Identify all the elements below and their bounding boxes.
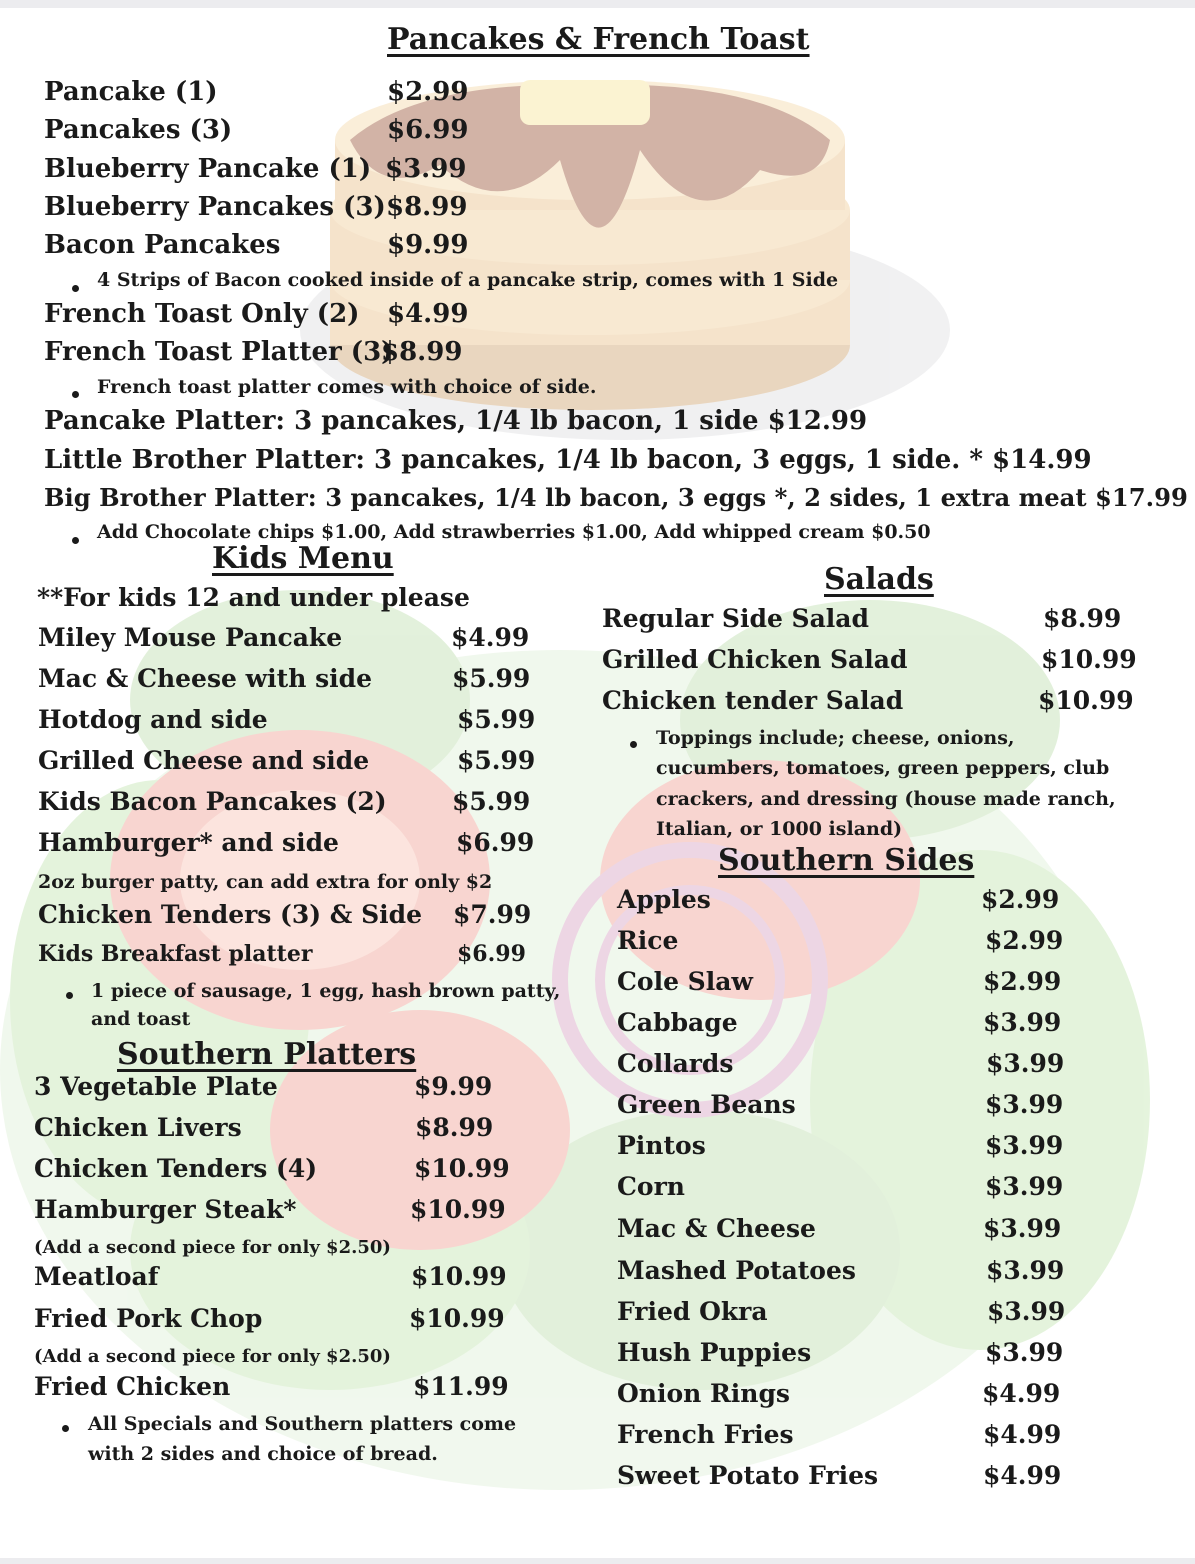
side-item-price: $3.99 [986, 1049, 1065, 1078]
side-item-name: Apples [617, 885, 711, 914]
platter-item-name: Chicken Tenders (4) [34, 1154, 318, 1183]
platter-item-name: Fried Chicken [34, 1372, 231, 1401]
platter-item-price: $10.99 [409, 1304, 505, 1333]
platter-item-price: $10.99 [411, 1262, 507, 1291]
pancake-item-price: $9.99 [387, 230, 469, 260]
bullet-icon [72, 391, 79, 398]
salad-toppings-note-cont: Italian, or 1000 island) [656, 818, 903, 840]
pancake-item-name: Pancake (1) [44, 77, 218, 107]
side-item-price: $4.99 [982, 1379, 1061, 1408]
side-item-price: $4.99 [983, 1461, 1062, 1490]
side-item-name: Onion Rings [617, 1379, 791, 1408]
kids-breakfast-note: 1 piece of sausage, 1 egg, hash brown patty, [91, 980, 561, 1002]
side-item-price: $3.99 [983, 1214, 1062, 1243]
side-item-name: Mashed Potatoes [617, 1256, 856, 1285]
second-piece-note: (Add a second piece for only $2.50) [34, 1237, 391, 1258]
side-item-price: $3.99 [985, 1172, 1064, 1201]
side-item-name: Rice [617, 926, 679, 955]
platter-item-price: $8.99 [415, 1113, 494, 1142]
side-item-name: Cole Slaw [617, 967, 753, 996]
salad-item-price: $10.99 [1038, 686, 1134, 715]
pancake-item-price: $2.99 [387, 77, 469, 107]
pancake-item-name: Blueberry Pancake (1) [44, 154, 372, 184]
side-item-price: $2.99 [983, 967, 1062, 996]
kids-item-price: $7.99 [453, 900, 532, 929]
side-item-price: $3.99 [983, 1008, 1062, 1037]
side-item-price: $3.99 [985, 1090, 1064, 1119]
kids-item-price: $5.99 [452, 664, 531, 693]
kids-item-price: $6.99 [456, 828, 535, 857]
side-item-name: Green Beans [617, 1090, 796, 1119]
kids-item-name: Miley Mouse Pancake [38, 623, 343, 652]
platter-item-name: Fried Pork Chop [34, 1304, 263, 1333]
side-item-price: $3.99 [985, 1338, 1064, 1367]
kids-item-price: $6.99 [457, 941, 526, 967]
side-item-name: Mac & Cheese [617, 1214, 816, 1243]
kids-item-name: Grilled Cheese and side [38, 746, 370, 775]
kids-item-price: $5.99 [457, 746, 536, 775]
southern-platters-title: Southern Platters [117, 1037, 417, 1072]
kids-item-name: Kids Bacon Pancakes (2) [38, 787, 387, 816]
pancake-platter-line: Pancake Platter: 3 pancakes, 1/4 lb bacon, 1 side $12.99 [44, 406, 868, 436]
platter-item-price: $10.99 [410, 1195, 506, 1224]
platter-item-name: Meatloaf [34, 1262, 159, 1291]
pancake-item-price: $6.99 [387, 115, 469, 145]
specials-note-cont: with 2 sides and choice of bread. [88, 1443, 438, 1465]
platter-item-name: 3 Vegetable Plate [34, 1072, 278, 1101]
bullet-icon [62, 1425, 69, 1432]
side-item-name: Pintos [617, 1131, 706, 1160]
kids-item-price: $5.99 [452, 787, 531, 816]
side-item-name: French Fries [617, 1420, 794, 1449]
side-item-price: $2.99 [985, 926, 1064, 955]
second-piece-note: (Add a second piece for only $2.50) [34, 1346, 391, 1367]
side-item-price: $3.99 [985, 1131, 1064, 1160]
salad-item-price: $10.99 [1041, 645, 1137, 674]
bullet-icon [72, 285, 79, 292]
pancake-item-name: Blueberry Pancakes (3) [44, 192, 386, 222]
platter-item-price: $11.99 [413, 1372, 509, 1401]
side-item-price: $3.99 [986, 1256, 1065, 1285]
big-brother-platter-line: Big Brother Platter: 3 pancakes, 1/4 lb bacon, 3 eggs *, 2 sides, 1 extra meat $17.99 [44, 483, 1188, 512]
salad-toppings-note: Toppings include; cheese, onions, [656, 727, 1015, 749]
little-brother-platter-line: Little Brother Platter: 3 pancakes, 1/4 lb bacon, 3 eggs, 1 side. * $14.99 [44, 445, 1092, 475]
kids-item-name: Hotdog and side [38, 705, 268, 734]
side-item-price: $4.99 [983, 1420, 1062, 1449]
salad-toppings-note-cont: cucumbers, tomatoes, green peppers, club [656, 757, 1110, 779]
side-item-price: $2.99 [981, 885, 1060, 914]
pancake-item-price: $8.99 [381, 337, 463, 367]
kids-menu-subtitle: **For kids 12 and under please [37, 583, 470, 612]
burger-note: 2oz burger patty, can add extra for only $2 [38, 871, 493, 893]
side-item-name: Corn [617, 1172, 685, 1201]
bullet-icon [630, 741, 637, 748]
side-item-name: Collards [617, 1049, 734, 1078]
pancake-item-name: French Toast Platter (3) [44, 337, 394, 367]
side-item-name: Cabbage [617, 1008, 738, 1037]
platter-item-price: $9.99 [414, 1072, 493, 1101]
kids-item-name: Mac & Cheese with side [38, 664, 373, 693]
kids-menu-title: Kids Menu [212, 541, 394, 576]
side-item-name: Fried Okra [617, 1297, 768, 1326]
pancake-item-name: French Toast Only (2) [44, 299, 360, 329]
salad-toppings-note-cont: crackers, and dressing (house made ranch, [656, 788, 1116, 810]
southern-sides-title: Southern Sides [718, 843, 975, 878]
salads-title: Salads [824, 562, 934, 597]
kids-item-price: $5.99 [457, 705, 536, 734]
salad-item-name: Chicken tender Salad [602, 686, 904, 715]
kids-item-name: Hamburger* and side [38, 828, 339, 857]
bullet-icon [72, 537, 79, 544]
side-item-name: Hush Puppies [617, 1338, 812, 1367]
salad-item-name: Regular Side Salad [602, 604, 869, 633]
pancakes-title: Pancakes & French Toast [387, 22, 810, 57]
pancake-item-name: Bacon Pancakes [44, 230, 281, 260]
bacon-pancakes-note: 4 Strips of Bacon cooked inside of a pancake strip, comes with 1 Side [97, 269, 839, 291]
kids-item-name: Kids Breakfast platter [38, 941, 313, 967]
kids-item-price: $4.99 [451, 623, 530, 652]
pancake-item-price: $3.99 [385, 154, 467, 184]
pancake-item-price: $8.99 [386, 192, 468, 222]
bullet-icon [66, 992, 73, 999]
salad-item-price: $8.99 [1043, 604, 1122, 633]
platter-item-price: $10.99 [414, 1154, 510, 1183]
kids-breakfast-note-cont: and toast [91, 1008, 191, 1030]
specials-note: All Specials and Southern platters come [88, 1413, 517, 1435]
platter-item-name: Chicken Livers [34, 1113, 242, 1142]
kids-item-name: Chicken Tenders (3) & Side [38, 900, 423, 929]
addons-note: Add Chocolate chips $1.00, Add strawberries $1.00, Add whipped cream $0.50 [97, 521, 931, 543]
platter-item-name: Hamburger Steak* [34, 1195, 297, 1224]
pancake-item-price: $4.99 [387, 299, 469, 329]
side-item-price: $3.99 [987, 1297, 1066, 1326]
pancake-item-name: Pancakes (3) [44, 115, 233, 145]
side-item-name: Sweet Potato Fries [617, 1461, 879, 1490]
salad-item-name: Grilled Chicken Salad [602, 645, 908, 674]
french-toast-note: French toast platter comes with choice of side. [97, 376, 597, 398]
